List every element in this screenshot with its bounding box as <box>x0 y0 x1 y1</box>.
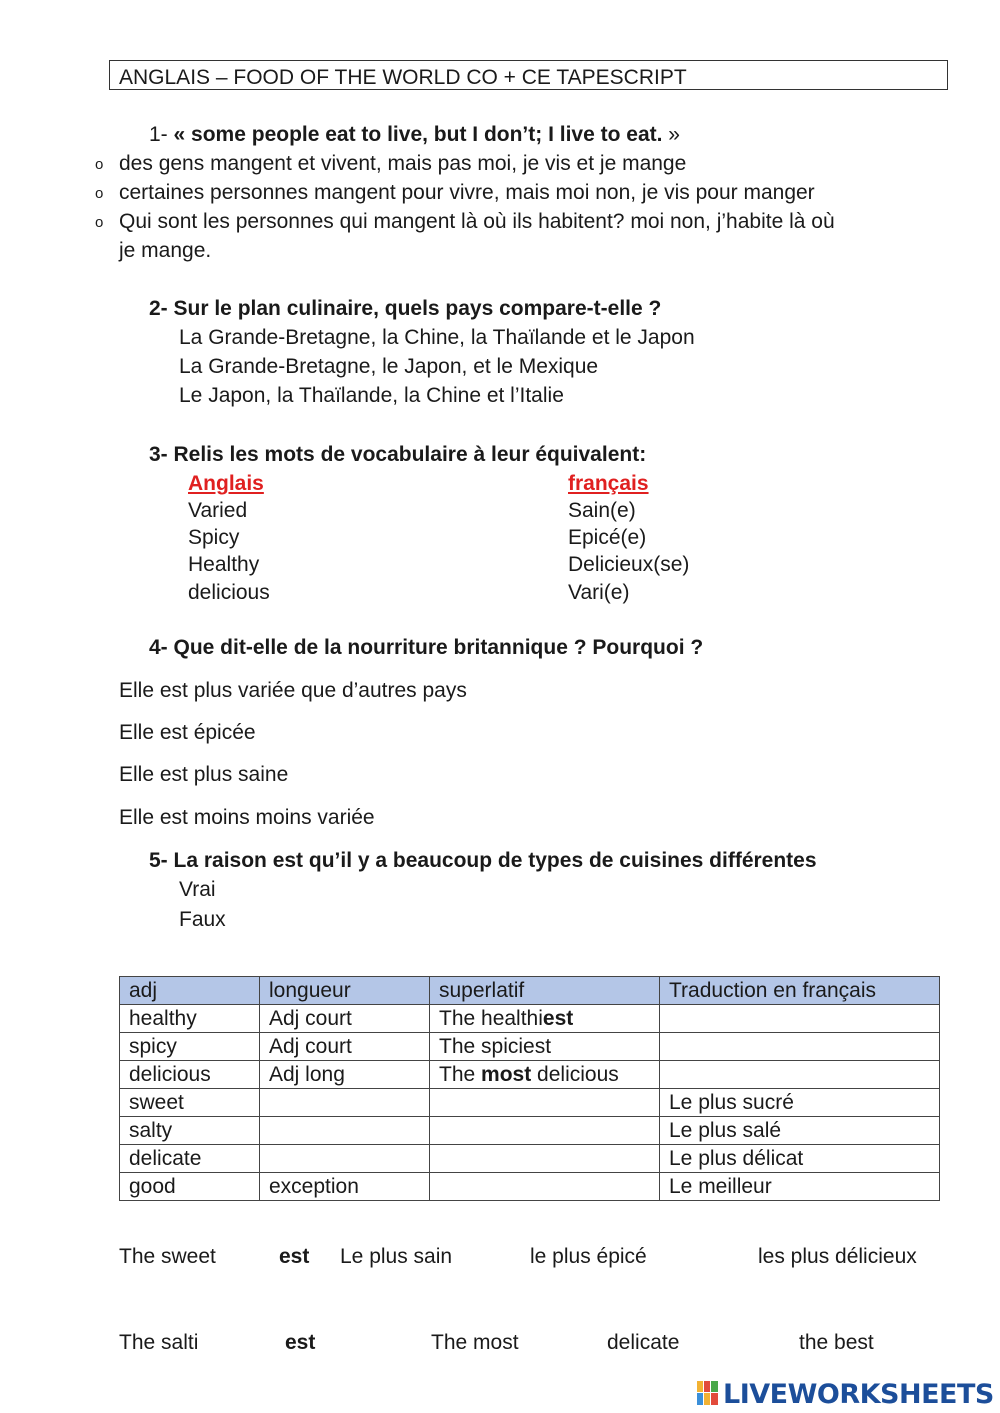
table-cell-answer[interactable] <box>660 1033 940 1061</box>
question-5: 5- La raison est qu’il y a beaucoup de types de cuisines différentes <box>149 849 817 872</box>
question-2: 2- Sur le plan culinaire, quels pays compare-t-elle ? <box>149 297 662 320</box>
vocab-fr-item[interactable]: Epicé(e) <box>568 526 647 549</box>
table-cell: Le plus délicat <box>660 1145 940 1173</box>
table-cell-answer[interactable] <box>260 1145 430 1173</box>
table-cell-answer[interactable] <box>430 1089 660 1117</box>
table-header: superlatif <box>430 977 660 1005</box>
column-header-anglais: Anglais <box>188 472 264 495</box>
table-cell-answer[interactable] <box>660 1061 940 1089</box>
table-cell-answer[interactable] <box>430 1173 660 1201</box>
table-cell: Le plus sucré <box>660 1089 940 1117</box>
match-row1-verb[interactable]: est <box>279 1245 310 1268</box>
q1-option-3-continued[interactable]: je mange. <box>119 239 212 262</box>
table-cell: sweet <box>120 1089 260 1117</box>
match-row2-verb[interactable]: est <box>285 1331 316 1354</box>
table-cell: salty <box>120 1117 260 1145</box>
match-row2-item[interactable]: The salti <box>119 1331 199 1354</box>
superlative-most: most <box>481 1063 532 1086</box>
table-row <box>120 1061 940 1089</box>
match-row2-item[interactable]: The most <box>431 1331 519 1354</box>
table-cell-answer[interactable] <box>430 1117 660 1145</box>
logo-text: LIVEWORKSHEETS <box>723 1379 994 1410</box>
table-cell <box>430 1061 660 1089</box>
table-cell-answer[interactable] <box>660 1005 940 1033</box>
vocab-fr-item[interactable]: Sain(e) <box>568 499 636 522</box>
table-row <box>120 1089 940 1117</box>
table-cell-answer[interactable] <box>260 1117 430 1145</box>
table-cell: Adj court <box>260 1005 430 1033</box>
table-cell: Adj court <box>260 1033 430 1061</box>
match-row1-item[interactable]: les plus délicieux <box>758 1245 917 1268</box>
vocab-en-item[interactable]: Healthy <box>188 553 260 576</box>
table-header-row <box>120 977 940 1005</box>
table-cell: Le plus salé <box>660 1117 940 1145</box>
table-row <box>120 1173 940 1201</box>
bullet-icon: o <box>95 185 104 202</box>
match-row1-item[interactable]: The sweet <box>119 1245 216 1268</box>
q2-option-1[interactable]: La Grande-Bretagne, la Chine, la Thaïlande et le Japon <box>179 326 695 349</box>
vocab-en-item[interactable]: Varied <box>188 499 248 522</box>
table-cell: spicy <box>120 1033 260 1061</box>
bullet-icon: o <box>95 214 104 231</box>
match-row2-item[interactable]: the best <box>799 1331 874 1354</box>
superlative-table <box>119 976 940 1201</box>
table-cell: The spiciest <box>430 1033 660 1061</box>
q2-option-3[interactable]: Le Japon, la Thaïlande, la Chine et l’Italie <box>179 384 564 407</box>
table-cell <box>430 1005 660 1033</box>
vocab-fr-item[interactable]: Vari(e) <box>568 581 630 604</box>
match-row2-item[interactable]: delicate <box>607 1331 680 1354</box>
title-box <box>109 60 948 90</box>
q4-option-2[interactable]: Elle est épicée <box>119 721 256 744</box>
q4-option-3[interactable]: Elle est plus saine <box>119 763 289 786</box>
superlative-adj: delicious <box>531 1063 619 1086</box>
question-1-quote: « some people eat to live, but I don’t; I live to eat. <box>173 123 663 146</box>
table-cell-answer[interactable] <box>260 1089 430 1117</box>
q2-option-2[interactable]: La Grande-Bretagne, le Japon, et le Mexique <box>179 355 599 378</box>
table-row <box>120 1117 940 1145</box>
vocab-fr-item[interactable]: Delicieux(se) <box>568 553 690 576</box>
q1-option-1[interactable]: des gens mangent et vivent, mais pas moi, je vis et je mange <box>119 152 687 175</box>
q1-option-3[interactable]: Qui sont les personnes qui mangent là où ils habitent? moi non, j’habite là où <box>119 210 835 233</box>
table-cell: Adj long <box>260 1061 430 1089</box>
question-1-quote-end: » <box>668 123 680 146</box>
table-cell: delicious <box>120 1061 260 1089</box>
table-row <box>120 1033 940 1061</box>
liveworksheets-icon <box>697 1381 719 1405</box>
table-cell-answer[interactable] <box>430 1145 660 1173</box>
column-header-francais: français <box>568 472 649 495</box>
question-4: 4- Que dit-elle de la nourriture britannique ? Pourquoi ? <box>149 636 704 659</box>
q5-option-faux[interactable]: Faux <box>179 908 226 931</box>
table-header: adj <box>120 977 260 1005</box>
q5-option-vrai[interactable]: Vrai <box>179 878 216 901</box>
table-header: Traduction en français <box>660 977 940 1005</box>
table-header: longueur <box>260 977 430 1005</box>
q4-option-1[interactable]: Elle est plus variée que d’autres pays <box>119 679 467 702</box>
q1-option-2[interactable]: certaines personnes mangent pour vivre, mais moi non, je vis pour manger <box>119 181 815 204</box>
table-cell: healthy <box>120 1005 260 1033</box>
page-title: ANGLAIS – FOOD OF THE WORLD CO + CE TAPESCRIPT <box>119 66 687 89</box>
table-row <box>120 1145 940 1173</box>
vocab-en-item[interactable]: delicious <box>188 581 270 604</box>
table-cell: delicate <box>120 1145 260 1173</box>
vocab-en-item[interactable]: Spicy <box>188 526 240 549</box>
match-row1-item[interactable]: Le plus sain <box>340 1245 453 1268</box>
superlative-suffix: est <box>542 1007 574 1030</box>
table-cell: exception <box>260 1173 430 1201</box>
question-1-number: 1- <box>149 123 168 146</box>
superlative-prefix: The <box>439 1063 482 1086</box>
bullet-icon: o <box>95 156 104 173</box>
question-1 <box>149 124 680 145</box>
table-cell: Le meilleur <box>660 1173 940 1201</box>
table-row <box>120 1005 940 1033</box>
question-3: 3- Relis les mots de vocabulaire à leur équivalent: <box>149 443 647 466</box>
superlative-stem: The healthi <box>439 1007 543 1030</box>
table-cell: good <box>120 1173 260 1201</box>
match-row1-item[interactable]: le plus épicé <box>530 1245 647 1268</box>
q4-option-4[interactable]: Elle est moins moins variée <box>119 806 375 829</box>
